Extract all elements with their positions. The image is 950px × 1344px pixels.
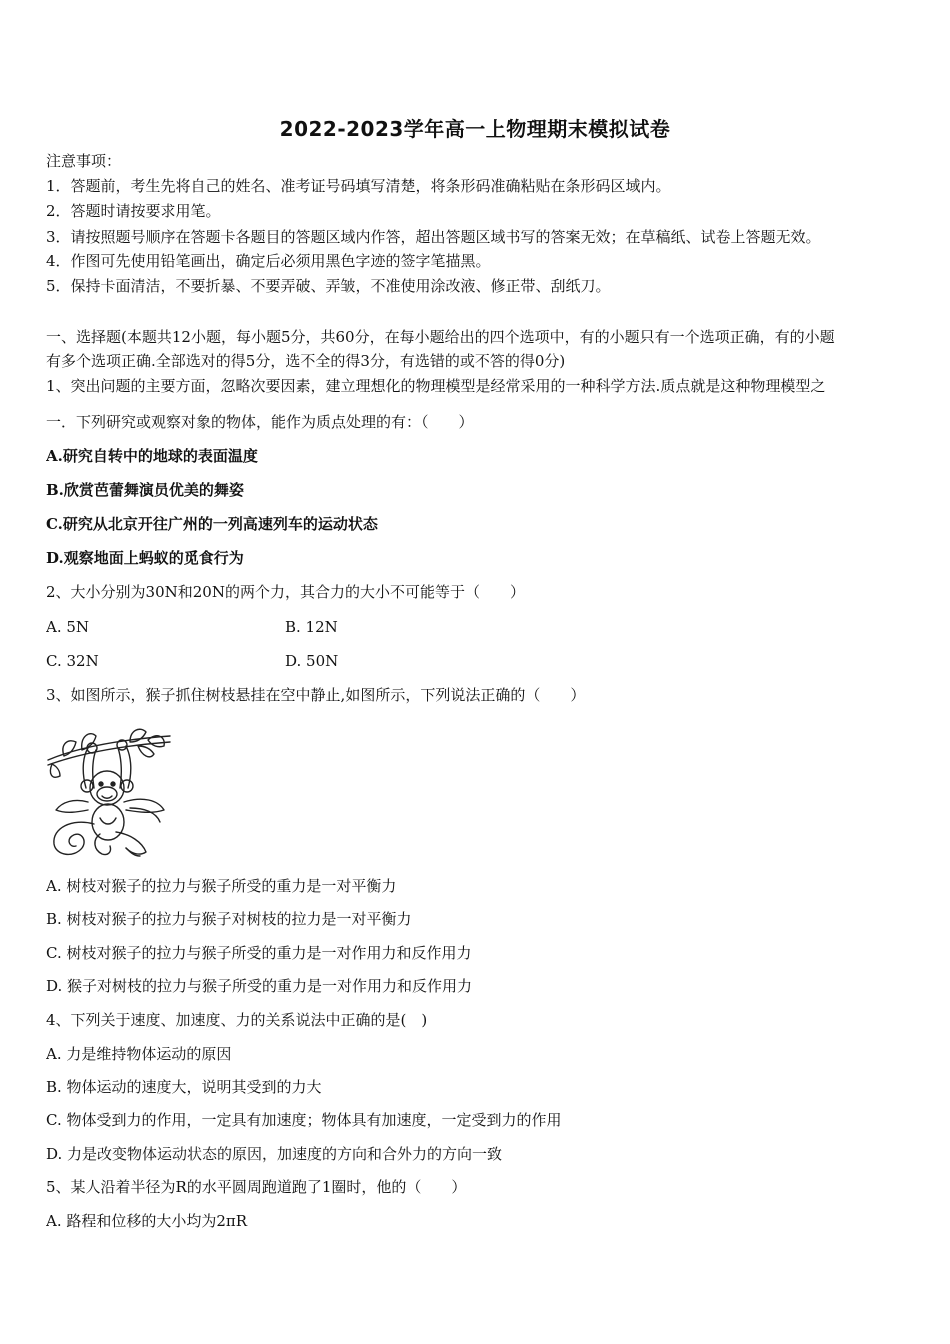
question-1-option-a: A.研究自转中的地球的表面温度 bbox=[46, 447, 258, 465]
notice-item-4: 4．作图可先使用铅笔画出，确定后必须用黑色字迹的签字笔描黑。 bbox=[46, 252, 491, 270]
question-2-option-d: D. 50N bbox=[285, 652, 339, 670]
notice-item-2: 2．答题时请按要求用笔。 bbox=[46, 202, 221, 220]
question-1-stem-line-2: 一．下列研究或观察对象的物体，能作为质点处理的有：（ ） bbox=[46, 413, 474, 431]
question-4-stem: 4、下列关于速度、加速度、力的关系说法中正确的是( ) bbox=[46, 1011, 428, 1029]
section-instructions-line-1: 一、选择题(本题共12小题，每小题5分，共60分，在每小题给出的四个选项中，有的小题只有一个选项正确，有的小题 bbox=[46, 328, 835, 346]
question-2-option-b: B. 12N bbox=[285, 618, 338, 636]
question-5-option-a: A. 路程和位移的大小均为2πR bbox=[46, 1212, 248, 1230]
question-1-option-b: B.欣赏芭蕾舞演员优美的舞姿 bbox=[46, 481, 244, 499]
question-5-stem: 5、某人沿着半径为R的水平圆周跑道跑了1圈时，他的（ ） bbox=[46, 1178, 467, 1196]
monkey-hanging-illustration bbox=[46, 718, 171, 860]
notice-item-3: 3．请按照题号顺序在答题卡各题目的答题区域内作答，超出答题区域书写的答案无效；在草稿纸、试卷上答题无效。 bbox=[46, 228, 821, 246]
question-3-option-b: B. 树枝对猴子的拉力与猴子对树枝的拉力是一对平衡力 bbox=[46, 910, 412, 928]
question-3-stem: 3、如图所示，猴子抓住树枝悬挂在空中静止,如图所示，下列说法正确的（ ） bbox=[46, 686, 586, 704]
section-instructions-line-2: 有多个选项正确.全部选对的得5分，选不全的得3分，有选错的或不答的得0分) bbox=[46, 352, 566, 370]
question-3-option-a: A. 树枝对猴子的拉力与猴子所受的重力是一对平衡力 bbox=[46, 877, 397, 895]
question-3-option-d: D. 猴子对树枝的拉力与猴子所受的重力是一对作用力和反作用力 bbox=[46, 977, 473, 995]
question-3-option-c: C. 树枝对猴子的拉力与猴子所受的重力是一对作用力和反作用力 bbox=[46, 944, 472, 962]
notice-heading: 注意事项： bbox=[46, 152, 122, 170]
notice-item-1: 1．答题前，考生先将自己的姓名、准考证号码填写清楚，将条形码准确粘贴在条形码区域内。 bbox=[46, 177, 671, 195]
question-2-stem: 2、大小分别为30N和20N的两个力，其合力的大小不可能等于（ ） bbox=[46, 583, 525, 601]
question-1-option-d: D.观察地面上蚂蚁的觅食行为 bbox=[46, 549, 244, 567]
question-1-option-c: C.研究从北京开往广州的一列高速列车的运动状态 bbox=[46, 515, 378, 533]
question-4-option-d: D. 力是改变物体运动状态的原因，加速度的方向和合外力的方向一致 bbox=[46, 1145, 503, 1163]
question-1-stem-line-1: 1、突出问题的主要方面，忽略次要因素，建立理想化的物理模型是经常采用的一种科学方法.质点就是这种物理模型之 bbox=[46, 377, 826, 395]
notice-item-5: 5．保持卡面清洁，不要折暴、不要弄破、弄皱，不准使用涂改液、修正带、刮纸刀。 bbox=[46, 277, 611, 295]
question-2-options-row-1 bbox=[46, 618, 916, 636]
question-4-option-c: C. 物体受到力的作用，一定具有加速度；物体具有加速度，一定受到力的作用 bbox=[46, 1111, 562, 1129]
question-4-option-a: A. 力是维持物体运动的原因 bbox=[46, 1045, 232, 1063]
question-4-option-b: B. 物体运动的速度大，说明其受到的力大 bbox=[46, 1078, 322, 1096]
question-2-option-c: C. 32N bbox=[46, 652, 99, 670]
question-2-options-row-2 bbox=[46, 652, 916, 670]
page-title: 2022-2023学年高一上物理期末模拟试卷 bbox=[279, 117, 671, 141]
question-2-option-a: A. 5N bbox=[46, 618, 90, 636]
